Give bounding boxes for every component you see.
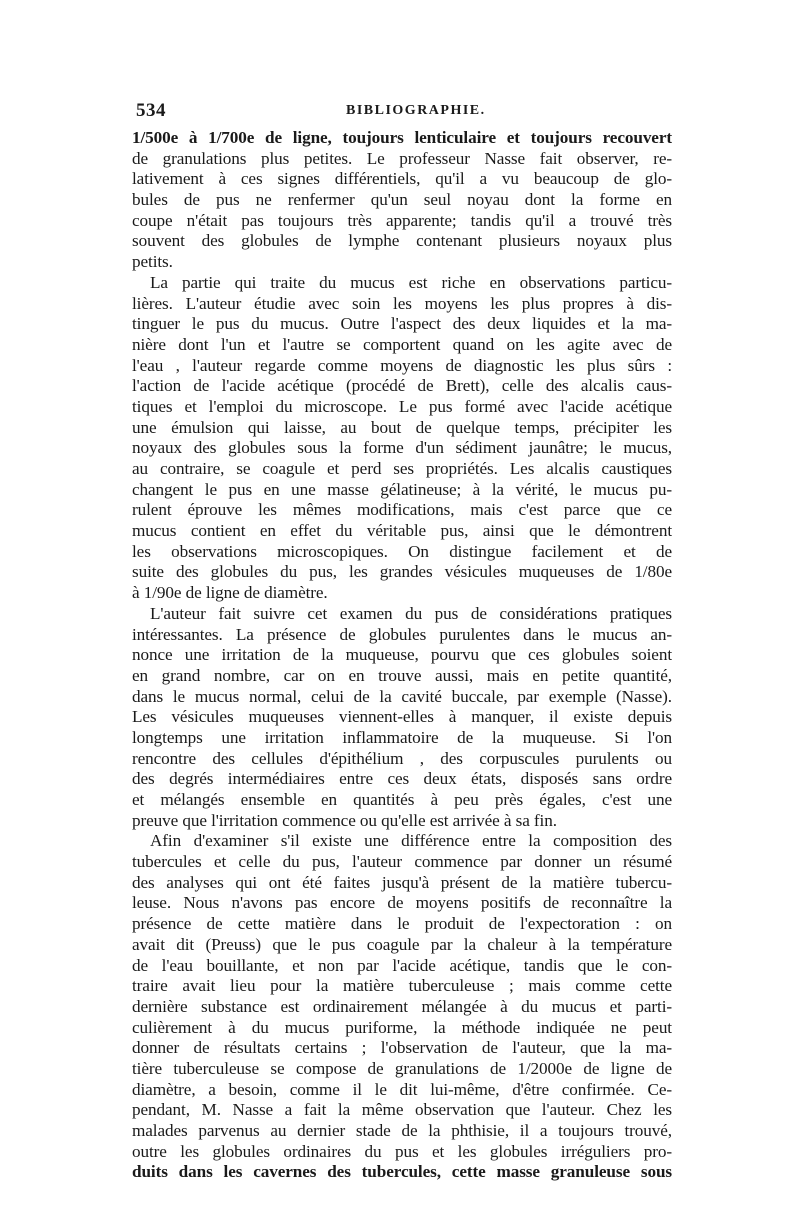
text-line: mucus contient en effet du véritable pus, ainsi que le démontrent	[132, 521, 672, 541]
text-line: des degrés intermédiaires entre ces deux états, disposés sans ordre	[132, 769, 672, 789]
text-line: La partie qui traite du mucus est riche en observations particu-	[150, 272, 672, 292]
text-line: donner de résultats certains ; l'observation de l'auteur, que la ma-	[132, 1038, 672, 1058]
text-line: intéressantes. La présence de globules purulentes dans le mucus an-	[132, 624, 672, 644]
text-line: bules de pus ne renfermer qu'un seul noyau dont la forme en	[132, 190, 672, 210]
text-line: malades parvenus au dernier stade de la phthisie, il a toujours trouvé,	[132, 1121, 672, 1140]
text-line: preuve que l'irritation commence ou qu'elle est arrivée à sa fin.	[132, 810, 557, 830]
text-line: les observations microscopiques. On distingue facilement et de	[132, 541, 672, 561]
text-line: dernière substance est ordinairement mélangée à du mucus et parti-	[132, 996, 672, 1016]
text-line: traire avait lieu pour la matière tuberculeuse ; mais comme cette	[132, 976, 672, 996]
text-line: duits dans les cavernes des tubercules, cette masse granuleuse sous	[132, 1162, 672, 1182]
text-line: 1/500e à 1/700e de ligne, toujours lenticulaire et toujours recouvert	[132, 128, 672, 147]
text-line: changent le pus en une masse gélatineuse; à la vérité, le mucus pu-	[132, 479, 672, 499]
text-line: de granulations plus petites. Le professeur Nasse fait observer, re-	[132, 148, 672, 168]
text-line: Afin d'examiner s'il existe une différence entre la composition des	[150, 831, 672, 851]
text-line: en grand nombre, car on en trouve aussi, mais en petite quantité,	[132, 665, 672, 685]
text-line: coupe n'était pas toujours très apparente; tandis qu'il a trouvé très	[132, 210, 672, 230]
text-line: et mélangés ensemble en quantités à peu près égales, c'est une	[132, 790, 672, 809]
text-line: outre les globules ordinaires du pus et les globules irréguliers pro-	[132, 1141, 672, 1161]
text-line: avait dit (Preuss) que le pus coagule par la chaleur à la température	[132, 934, 672, 954]
text-line: des analyses qui ont été faites jusqu'à présent de la matière tubercu-	[132, 872, 672, 892]
text-line: longtemps une irritation inflammatoire de la muqueuse. Si l'on	[132, 727, 672, 747]
text-line: présence de cette matière dans le produit de l'expectoration : on	[132, 914, 672, 934]
text-line: leuse. Nous n'avons pas encore de moyens positifs de reconnaître la	[132, 893, 672, 913]
text-line: souvent des globules de lymphe contenant plusieurs noyaux plus	[132, 231, 672, 251]
text-line: tiques et l'emploi du microscope. Le pus formé avec l'acide acétique	[132, 396, 672, 416]
text-line: une émulsion qui laisse, au bout de quelque temps, précipiter les	[132, 417, 672, 437]
text-line: tinguer le pus du mucus. Outre l'aspect des deux liquides et la ma-	[132, 314, 672, 334]
text-line: nonce une irritation de la muqueuse, pourvu que ces globules soient	[132, 645, 672, 665]
text-line: noyaux des globules sous la forme d'un sédiment jaunâtre; le mucus,	[132, 438, 672, 458]
text-line: tubercules et celle du pus, l'auteur commence par donner un résumé	[132, 852, 672, 872]
text-line: lativement à ces signes différentiels, qu'il a vu beaucoup de glo-	[132, 169, 672, 189]
text-line: l'action de l'acide acétique (procédé de Brett), celle des alcalis caus-	[132, 376, 672, 396]
text-line: Les vésicules muqueuses viennent-elles à manquer, il existe depuis	[132, 707, 672, 727]
text-line: l'eau , l'auteur regarde comme moyens de diagnostic les plus sûrs :	[132, 355, 672, 375]
text-line: petits.	[132, 252, 173, 272]
text-line: de l'eau bouillante, et non par l'acide acétique, tandis que le con-	[132, 955, 672, 975]
running-title: BIBLIOGRAPHIE.	[346, 103, 486, 118]
running-head	[136, 100, 672, 124]
body-text	[132, 128, 672, 1183]
text-line: dans le mucus normal, celui de la cavité buccale, par exemple (Nasse).	[132, 686, 672, 706]
text-line: pendant, M. Nasse a fait la même observation que l'auteur. Chez les	[132, 1100, 672, 1120]
text-line: nière dont l'un et l'autre se comportent quand on les agite avec de	[132, 334, 672, 354]
text-line: culièrement à du mucus puriforme, la méthode indiquée ne peut	[132, 1017, 672, 1037]
text-line: L'auteur fait suivre cet examen du pus de considérations pratiques	[150, 603, 672, 623]
text-line: au contraire, se coagule et perd ses propriétés. Les alcalis caustiques	[132, 459, 672, 478]
page-number: 534	[136, 100, 166, 121]
text-line: à 1/90e de ligne de diamètre.	[132, 583, 328, 603]
text-line: lières. L'auteur étudie avec soin les moyens les plus propres à dis-	[132, 293, 672, 313]
text-line: suite des globules du pus, les grandes vésicules muqueuses de 1/80e	[132, 562, 672, 582]
text-line: tière tuberculeuse se compose de granulations de 1/2000e de ligne de	[132, 1058, 672, 1078]
text-line: rulent éprouve les mêmes modifications, mais c'est parce que ce	[132, 500, 672, 520]
text-line: rencontre des cellules d'épithélium , des corpuscules purulents ou	[132, 748, 672, 768]
text-line: diamètre, a besoin, comme il le dit lui-même, d'être confirmée. Ce-	[132, 1079, 672, 1099]
